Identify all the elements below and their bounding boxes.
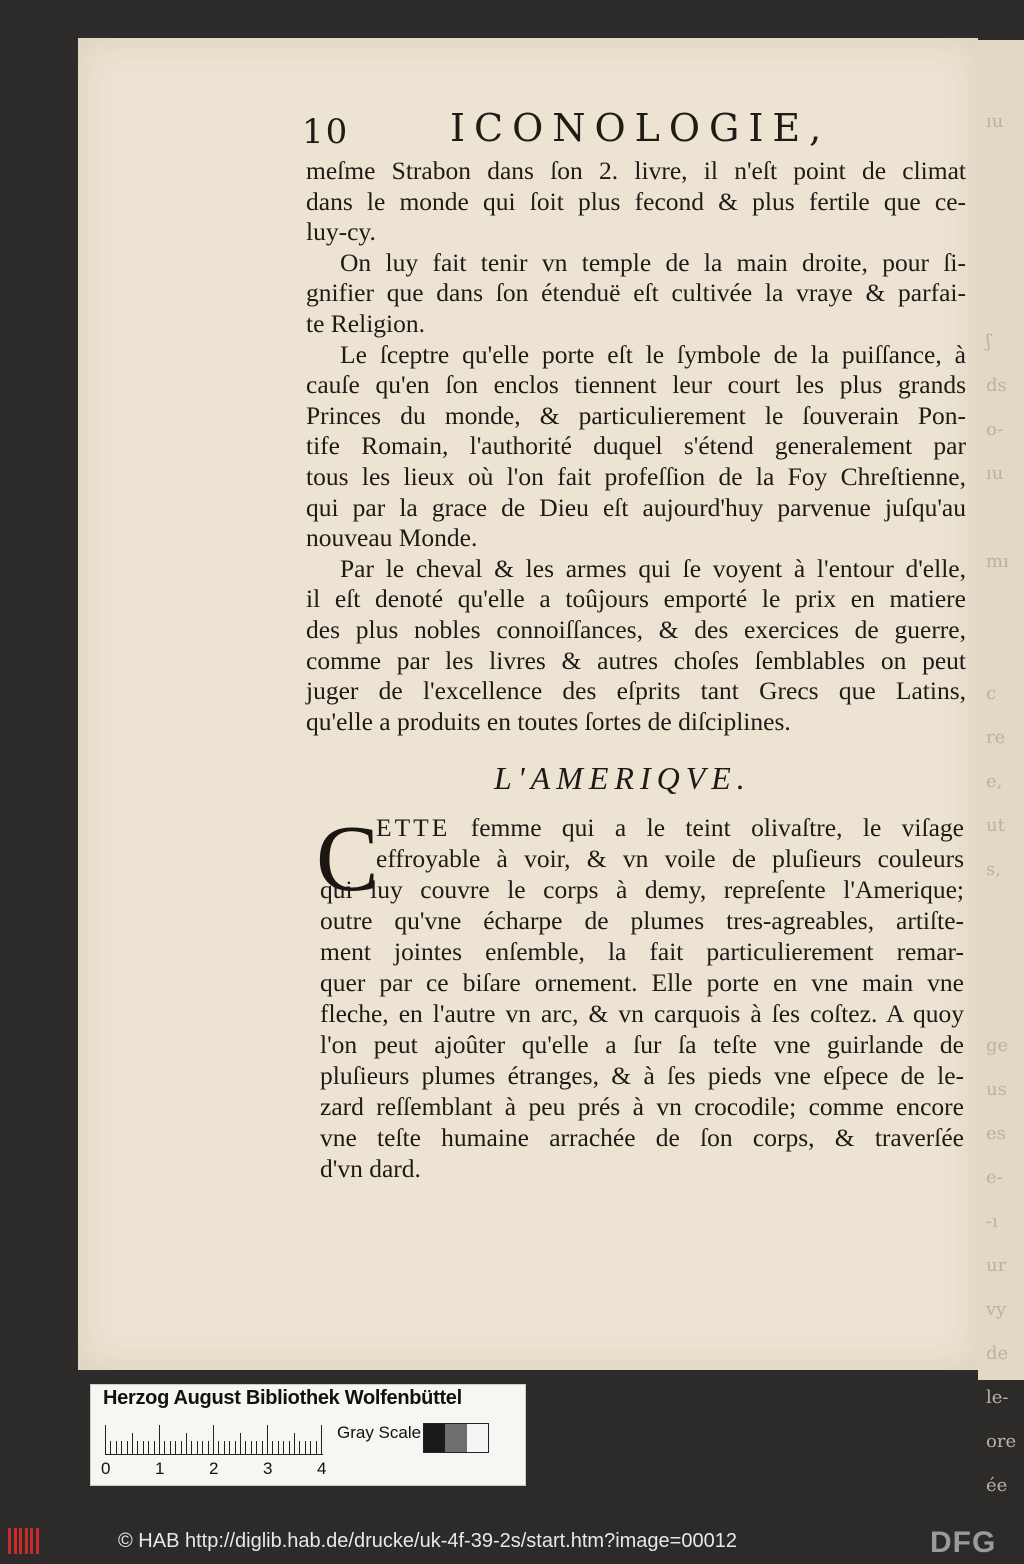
bleed-glyph: ée — [986, 1475, 1008, 1496]
ruler-tick — [191, 1441, 192, 1455]
ruler-tick — [148, 1441, 149, 1455]
color-scale-strip — [90, 1384, 526, 1486]
ruler-tick — [316, 1441, 317, 1455]
bleed-glyph: c — [986, 683, 997, 704]
text-line: tous les lieux où l'on fait profeſſion de la Foy Chreſtienne, — [306, 461, 966, 491]
ruler-tick — [127, 1441, 128, 1455]
ruler-tick — [294, 1433, 295, 1455]
bleed-glyph: us — [986, 1079, 1007, 1100]
bleed-glyph: ʃ — [986, 331, 991, 352]
ruler-tick — [132, 1433, 133, 1455]
facing-page-text — [986, 100, 1024, 1496]
ruler-tick — [283, 1441, 284, 1455]
text-line: tife Romain, l'authorité duquel s'étend generalement par — [306, 431, 966, 461]
ruler-tick — [299, 1441, 300, 1455]
bleed-glyph: e- — [986, 1167, 1003, 1188]
bleed-glyph: ıu — [986, 463, 1004, 484]
bleed-glyph — [986, 232, 1024, 276]
ruler-tick — [213, 1425, 214, 1455]
text-line: Le ſceptre qu'elle porte eſt le ſymbole de la puiſſance, à — [340, 339, 966, 369]
text-line: juger de l'excellence des eſprits tant Grecs que Latins, — [306, 676, 966, 706]
text-line: l'on peut ajoûter qu'elle a ſur ſa teſte vne guirlande de — [320, 1030, 964, 1059]
text-line: effroyable à voir, & vn voile de pluſieurs couleurs — [376, 844, 964, 873]
footer-bar — [0, 1520, 1024, 1564]
bleed-glyph — [986, 144, 1024, 188]
gray-scale-label: Gray Scale — [337, 1423, 422, 1442]
text-line: fleche, en l'autre vn arc, & vn carquois à ſes coſtez. A quoy — [320, 999, 964, 1028]
ruler — [105, 1423, 323, 1455]
gray-patch — [424, 1424, 445, 1452]
bleed-glyph — [986, 188, 1024, 232]
ruler-tick — [105, 1425, 106, 1455]
bleed-glyph: o- — [986, 419, 1003, 440]
text-line: cauſe qu'en ſon enclos tiennent leur court les plus grands — [306, 370, 966, 400]
ruler-tick — [110, 1441, 111, 1455]
ruler-tick — [256, 1441, 257, 1455]
ruler-tick — [170, 1441, 171, 1455]
ruler-tick — [164, 1441, 165, 1455]
running-title: ICONOLOGIE, — [450, 106, 831, 150]
ruler-tick — [305, 1441, 306, 1455]
ruler-tick — [240, 1433, 241, 1455]
text-line: qui luy couvre le corps à demy, repreſente l'Amerique; — [320, 875, 964, 904]
bleed-glyph: re — [986, 727, 1006, 748]
bleed-glyph: vy — [986, 1299, 1007, 1320]
text-line: pluſieurs plumes étranges, & à ſes pieds vne eſpece de le- — [320, 1061, 964, 1090]
ruler-number: 3 — [263, 1459, 273, 1478]
ruler-tick — [116, 1441, 117, 1455]
bleed-glyph: mı — [986, 551, 1009, 572]
bleed-glyph: ore — [986, 1431, 1017, 1452]
bleed-glyph: ge — [986, 1035, 1009, 1056]
text-line: meſme Strabon dans ſon 2. livre, il n'eſt point de climat — [306, 156, 966, 185]
bleed-glyph: -ı — [986, 1211, 998, 1232]
text-line: qu'elle a produits en toutes ſortes de diſciplines. — [306, 706, 791, 736]
ruler-number: 4 — [317, 1459, 327, 1478]
ruler-tick — [278, 1441, 279, 1455]
bleed-glyph — [986, 628, 1024, 672]
dfg-logo: DFG — [930, 1526, 997, 1559]
bleed-glyph: le- — [986, 1387, 1009, 1408]
ruler-tick — [235, 1441, 236, 1455]
text-line: gnifier que dans ſon étenduë eſt cultivée la vraye & parfai- — [306, 278, 966, 308]
text-line: On luy fait tenir vn temple de la main droite, pour ſi- — [340, 247, 966, 277]
ruler-tick — [267, 1425, 268, 1455]
bleed-glyph — [986, 936, 1024, 980]
ruler-tick — [143, 1441, 144, 1455]
ruler-tick — [310, 1441, 311, 1455]
ruler-number: 0 — [101, 1459, 111, 1478]
bleed-glyph: ıu — [986, 111, 1004, 132]
ruler-tick — [245, 1441, 246, 1455]
text-line: luy-cy. — [306, 217, 376, 247]
bleed-glyph: de — [986, 1343, 1009, 1364]
hab-logo-icon — [8, 1528, 42, 1554]
text-line: Par le cheval & les armes qui ſe voyent à l'entour d'elle, — [340, 553, 966, 583]
ruler-tick — [218, 1441, 219, 1455]
bleed-glyph — [986, 980, 1024, 1024]
bleed-glyph: e, — [986, 771, 1003, 792]
bleed-glyph: ds — [986, 375, 1007, 396]
ruler-tick — [202, 1441, 203, 1455]
text-line: il eſt denoté qu'elle a toûjours emporté le prix en matiere — [306, 584, 966, 614]
text-line: qui par la grace de Dieu eſt aujourd'huy parvenue juſqu'au — [306, 492, 966, 522]
text-line: ETTE femme qui a le teint olivaſtre, le viſage — [376, 813, 964, 842]
ruler-tick — [224, 1441, 225, 1455]
text-line: comme par les livres & autres choſes ſemblables on peut — [306, 645, 966, 675]
ruler-tick — [262, 1441, 263, 1455]
text-line: nouveau Monde. — [306, 523, 478, 553]
ruler-tick — [175, 1441, 176, 1455]
text-line: des plus nobles connoiſſances, & des exercices de guerre, — [306, 614, 966, 644]
library-name: Herzog August Bibliothek Wolfenbüttel — [103, 1387, 462, 1409]
text-line: quer par ce biſare ornement. Elle porte en vne main vne — [320, 968, 964, 997]
ruler-tick — [208, 1441, 209, 1455]
ruler-number: 2 — [209, 1459, 219, 1478]
text-line: zard reſſemblant à peu prés à vn crocodile; comme encore — [320, 1092, 964, 1121]
bleed-glyph: es — [986, 1123, 1006, 1144]
bleed-glyph — [986, 276, 1024, 320]
bleed-glyph — [986, 496, 1024, 540]
small-caps-opening: ETTE — [376, 813, 451, 842]
ruler-tick — [181, 1441, 182, 1455]
bleed-glyph — [986, 584, 1024, 628]
text-block-amerique — [320, 812, 964, 1184]
ruler-tick — [289, 1441, 290, 1455]
ruler-tick — [137, 1441, 138, 1455]
gray-scale-swatch — [423, 1423, 489, 1453]
drop-cap: C — [316, 807, 379, 911]
ruler-tick — [121, 1441, 122, 1455]
ruler-tick — [186, 1433, 187, 1455]
text-line: ment jointes enſemble, la fait particulierement remar- — [320, 937, 964, 966]
text-block-intro — [306, 156, 966, 737]
ruler-tick — [197, 1441, 198, 1455]
gray-patch — [445, 1424, 466, 1452]
page-number: 10 — [302, 112, 350, 152]
bleed-glyph: ut — [986, 815, 1005, 836]
ruler-tick — [229, 1441, 230, 1455]
source-url[interactable]: © HAB http://diglib.hab.de/drucke/uk-4f-39-2s/start.htm?image=00012 — [118, 1530, 737, 1552]
text-line: outre qu'vne écharpe de plumes tres-agreables, artiſte- — [320, 906, 964, 935]
ruler-tick — [159, 1425, 160, 1455]
bleed-glyph: ur — [986, 1255, 1007, 1276]
ruler-number: 1 — [155, 1459, 165, 1478]
ruler-tick — [321, 1425, 322, 1455]
section-heading: L'AMERIQVE. — [494, 760, 751, 796]
ruler-tick — [272, 1441, 273, 1455]
bleed-glyph — [986, 892, 1024, 936]
bleed-glyph: s, — [986, 859, 1001, 880]
ruler-tick — [251, 1441, 252, 1455]
text-line: vne teſte humaine arrachée de ſon corps, & traverſée — [320, 1123, 964, 1152]
text-line: te Religion. — [306, 308, 425, 338]
gray-patch — [467, 1424, 488, 1452]
page-header — [302, 106, 962, 156]
ruler-tick — [154, 1441, 155, 1455]
text-line: dans le monde qui ſoit plus fecond & plus fertile que ce- — [306, 186, 966, 216]
text-line: d'vn dard. — [320, 1154, 421, 1183]
text-line: Princes du monde, & particulierement le ſouverain Pon- — [306, 400, 966, 430]
